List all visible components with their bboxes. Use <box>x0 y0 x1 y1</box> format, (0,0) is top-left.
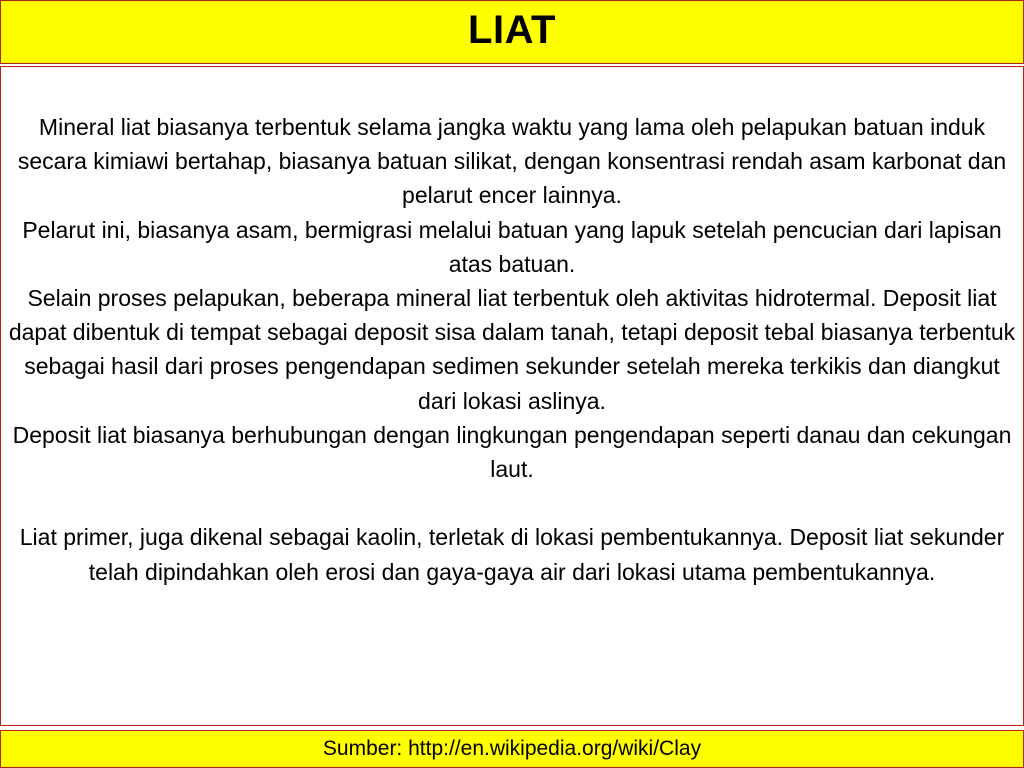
body-text <box>5 110 1019 589</box>
paragraph-spacer <box>5 486 1019 520</box>
footer-banner <box>0 730 1024 768</box>
paragraph-solvent: Pelarut ini, biasanya asam, bermigrasi melalui batuan yang lapuk setelah pencucian dari lapisan atas batuan. <box>22 216 1002 277</box>
paragraph-primary-secondary: Liat primer, juga dikenal sebagai kaolin, terletak di lokasi pembentukannya. Deposit liat sekunder telah dipindahkan oleh erosi dan gaya-gaya air dari lokasi utama pembentukannya. <box>19 524 1005 585</box>
paragraph-formation: Mineral liat biasanya terbentuk selama jangka waktu yang lama oleh pelapukan batuan induk secara kimiawi bertahap, biasanya batuan silikat, dengan konsentrasi rendah asam karbonat dan pelarut encer lainnya. <box>17 114 1007 209</box>
paragraph-environment: Deposit liat biasanya berhubungan dengan lingkungan pengendapan seperti danau dan cekungan laut. <box>12 421 1012 483</box>
title-banner <box>0 0 1024 64</box>
content-box <box>0 66 1024 726</box>
paragraph-hydrothermal: Selain proses pelapukan, beberapa mineral liat terbentuk oleh aktivitas hidrotermal. Deposit liat dapat dibentuk di tempat sebagai deposit sisa dalam tanah, tetapi deposit tebal biasanya terbentuk sebagai hasil dari proses pengendapan sedimen sekunder setelah mereka terkikis dan diangkut dari lokasi aslinya. <box>8 285 1016 414</box>
source-citation: Sumber: http://en.wikipedia.org/wiki/Clay <box>322 737 702 760</box>
slide-title: LIAT <box>468 7 556 52</box>
